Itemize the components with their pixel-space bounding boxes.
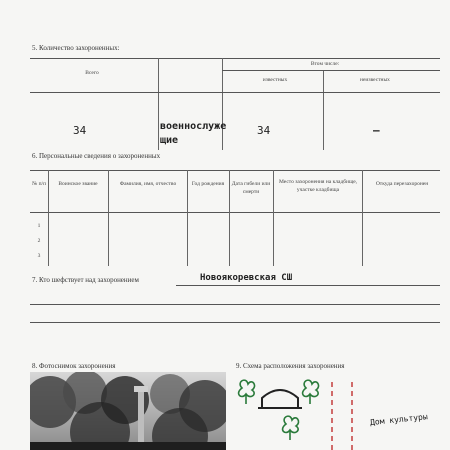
- section8-title: 8. Фотоснимок захоронения: [32, 362, 116, 370]
- section7-rule: [30, 322, 440, 323]
- header-num: № п/п: [31, 181, 47, 187]
- total-value: 34: [73, 124, 87, 137]
- section7-rule: [30, 304, 440, 305]
- table5-header-rule: [30, 92, 440, 93]
- category-value: военнослуже щие: [160, 121, 227, 146]
- table6-divider: [273, 170, 274, 266]
- section5-title: 5. Количество захороненных:: [32, 44, 120, 52]
- table6-divider: [48, 170, 49, 266]
- table5-mid-rule: [222, 70, 440, 71]
- col-incl-header: Втом числе:: [310, 61, 340, 67]
- header-rank: Воинское звание: [58, 181, 98, 187]
- scheme-note: Дом культуры: [369, 412, 429, 428]
- table6-divider: [187, 170, 188, 266]
- table6-header-rule: [30, 212, 440, 213]
- section6-title: 6. Персональные сведения о захороненных: [32, 152, 161, 160]
- header-burial-place: Место захоронения на кладбище, участке кладбища: [278, 179, 358, 193]
- section9-title: 9. Схема расположения захоронения: [236, 362, 345, 370]
- table5-top-rule: [30, 58, 440, 59]
- tree-icon: [283, 416, 299, 440]
- row-number: 3: [37, 253, 41, 259]
- header-reburied-from: Откуда перезахоронен: [375, 181, 429, 187]
- table6-divider: [108, 170, 109, 266]
- header-birth-year: Год рождения: [191, 181, 225, 187]
- col-unknown-header: неизвестных: [360, 77, 390, 83]
- monument-arch-icon: [262, 390, 298, 408]
- table6-divider: [229, 170, 230, 266]
- header-death-date: Дата гибели или смерти: [231, 181, 271, 195]
- col-total-header: Всего: [85, 70, 99, 76]
- table5-divider: [222, 58, 223, 150]
- col-known-header: известных: [262, 77, 288, 83]
- table5-divider: [323, 70, 324, 150]
- row-number: 2: [37, 238, 41, 244]
- burial-photo: [30, 372, 226, 450]
- table6-divider: [362, 170, 363, 266]
- section7-rule: [176, 285, 440, 286]
- table6-top-rule: [30, 170, 440, 171]
- tree-icon: [303, 380, 319, 404]
- burial-scheme: [232, 374, 442, 450]
- unknown-value: –: [373, 124, 380, 137]
- row-number: 1: [37, 223, 41, 229]
- known-value: 34: [257, 124, 271, 137]
- section7-label: 7. Кто шефствует над захоронением: [32, 276, 139, 284]
- patron-value: Новоякоревская СШ: [200, 273, 293, 283]
- header-name: Фамилия, имя, отчество: [119, 181, 177, 187]
- table5-divider: [158, 58, 159, 150]
- tree-icon: [239, 380, 255, 404]
